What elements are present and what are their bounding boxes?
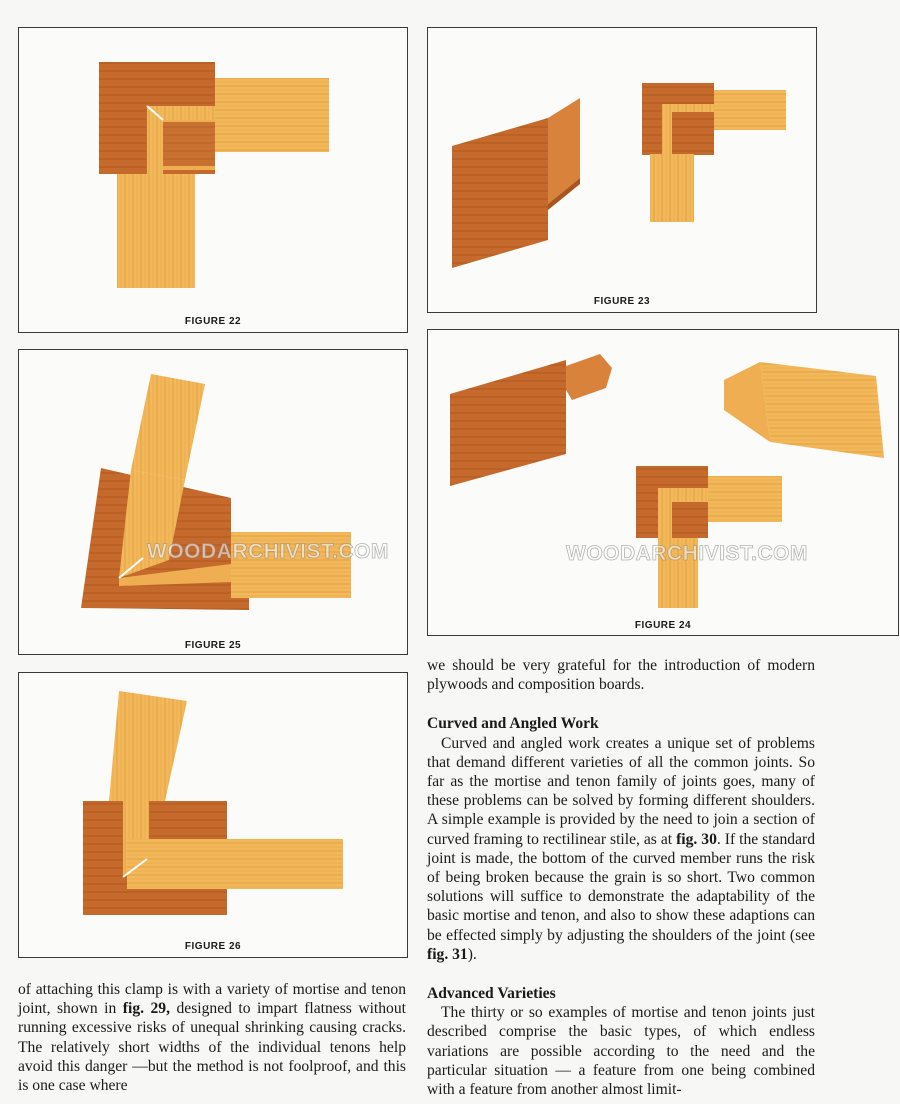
figure-24 xyxy=(427,329,899,636)
figure-23-illustration xyxy=(428,28,816,312)
heading-curved-angled: Curved and Angled Work xyxy=(427,715,599,733)
figure-24-caption: FIGURE 24 xyxy=(634,620,692,631)
figure-26-caption: FIGURE 26 xyxy=(184,941,242,952)
figure-23 xyxy=(427,27,817,313)
figure-25-caption: FIGURE 25 xyxy=(184,640,242,651)
watermark-right: WOODARCHIVIST.COM xyxy=(566,542,808,565)
figure-23-caption: FIGURE 23 xyxy=(593,296,651,307)
figure-24-illustration xyxy=(428,330,898,635)
figure-25-illustration xyxy=(19,350,407,654)
figure-22-illustration xyxy=(19,28,407,332)
right-column-text xyxy=(427,656,815,1099)
left-column-text xyxy=(18,980,406,1095)
figure-22-caption: FIGURE 22 xyxy=(184,316,242,327)
watermark-left: WOODARCHIVIST.COM xyxy=(147,540,389,563)
figure-25 xyxy=(18,349,408,655)
figure-26 xyxy=(18,672,408,958)
paragraph-curved: Curved and angled work creates a unique set of problems that demand different varieties of all the common joints. So far as the mortise and tenon family of joints goes, many of these problems can be solved by forming different shoulders. A simple example is provided by the need to join a section of curved framing to rectilinear stile, as at fig. 30. If the standard joint is made, the bottom of the curved member runs the risk of being broken because the grain is so short. Two common solutions will suffice to demonstrate the adaptability of the basic mortise and tenon, and also to show these adaptions can be effected simply by adjusting the shoulders of the joint (see fig. 31). xyxy=(427,734,815,963)
paragraph-plywood: we should be very grateful for the introduction of modern plywoods and composition boards. xyxy=(427,657,815,694)
heading-advanced-varieties: Advanced Varieties xyxy=(427,985,556,1003)
paragraph-advanced: The thirty or so examples of mortise and tenon joints just described comprise the basic types, of which endless variations are possible according to the need and the particular situation — a feature from one being combined with a feature from another almost limit- xyxy=(427,1004,815,1099)
paragraph-clamp: of attaching this clamp is with a variety of mortise and tenon joint, shown in fig. 29, designed to impart flatness without running excessive risks of unequal shrinking causing cracks. The relatively short widths of the individual tenons help avoid this danger —but the method is not foolproof, and this is one case where xyxy=(18,981,406,1095)
figure-22 xyxy=(18,27,408,333)
figure-26-illustration xyxy=(19,673,407,957)
